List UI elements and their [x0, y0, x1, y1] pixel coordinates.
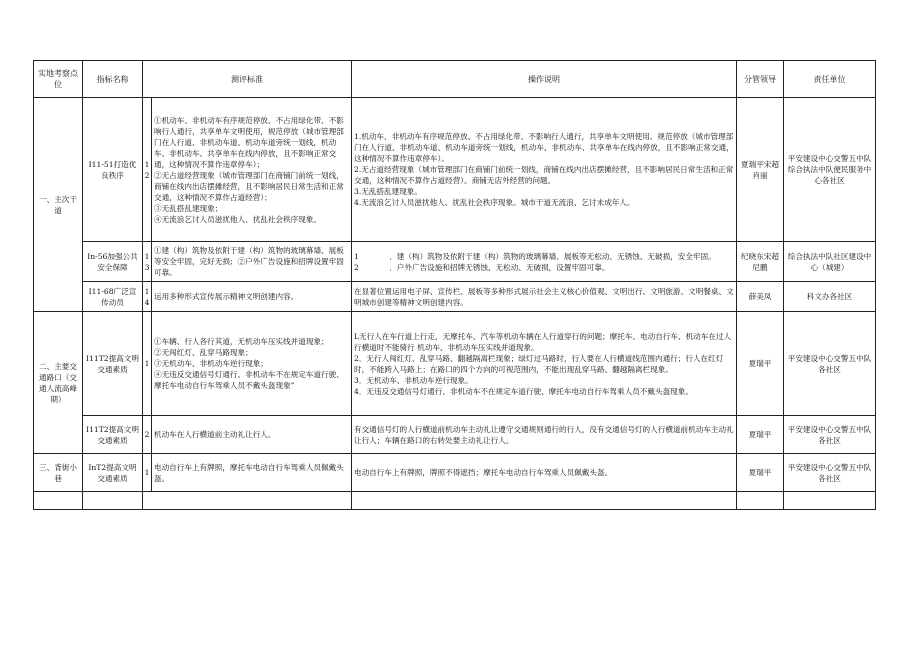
blank-row [34, 492, 876, 510]
responsible-unit: 平安建设中心交警五中队各社区 [784, 312, 876, 416]
table-row [34, 98, 876, 242]
indicator-name: InT2提高文明交通素质 [83, 454, 143, 492]
leader-name: 夏瑞平 [737, 416, 784, 454]
operation-text: L无行人在车行道上行走，无摩托车、汽车等机动车辆在人行道穿行的问题；摩托车、电动自行车、机动车在过人行横道时不能骑行 机动车、非机动车压实线并道现象。 2．无行人闯红灯、乱穿马路、翻越隔离栏现象；绿灯过马路时，行人要在人行横道线范围内通行；行人在红灯时，不能跨入马路上；在路口的四个方向的可视范围内，不能出现乱穿马路、翻越隔离栏现象。 3．无机动车、非机动车逆行现象。 4．无违反交通信号灯通行、非机动车不在规定车道行驶、摩托车电动自行车驾乘人员不戴头盔现象。 [352, 312, 737, 416]
header-row [34, 61, 876, 98]
operation-text: 电动自行车上有牌照，牌照不得遮挡；摩托车电动自行车驾乘人员佩戴头盔。 [352, 454, 737, 492]
indicator-name: I11-68广泛宣传动员 [83, 282, 143, 312]
responsible-unit: 平安建设中心交警五中队各社区 [784, 454, 876, 492]
header-operation: 操作说明 [352, 61, 737, 98]
table-row [34, 282, 876, 312]
indicator-name: I11T2提高文明交通素质 [83, 312, 143, 416]
leader-name: 薛美凤 [737, 282, 784, 312]
section-location: 三、背街小巷 [34, 454, 83, 492]
standard-text: 运用多种形式宣传展示精神文明创建内容。 [152, 282, 352, 312]
header-location: 实地考察点位 [34, 61, 83, 98]
item-number: 1 [143, 312, 152, 416]
indicator-name: I11T2提高文明交通素质 [83, 416, 143, 454]
blank-cell [784, 492, 876, 510]
evaluation-table [33, 60, 876, 510]
item-number: 12 [143, 98, 152, 242]
item-number: 14 [143, 282, 152, 312]
responsible-unit: 综合执法中队社区建设中心（城建） [784, 242, 876, 282]
item-number: 13 [143, 242, 152, 282]
table-row [34, 312, 876, 416]
standard-text: ①车辆、行人各行其道，无机动车压实线并道现象； ②无闯红灯、乱穿马路现象； ③无机动车、非机动车逆行现象； ④无违反交通信号灯通行、非机动车不在规定车道行驶、摩托车电动自行车驾乘人员不戴头盔现象” [152, 312, 352, 416]
operation-text: 1 ．建（构）筑物及依附于建（构）筑物的玻璃幕墙、展板等无松动、无锈蚀、无破损，安全牢固。 2 ．户外广告设施和招牌无锈蚀、无松动、无破损，设置牢固可靠。 [352, 242, 737, 282]
blank-cell [737, 492, 784, 510]
responsible-unit: 平安建设中心交警五中队综合执法中队便民服务中心各社区 [784, 98, 876, 242]
blank-cell [83, 492, 143, 510]
standard-text [152, 98, 352, 242]
item-number: 1 [143, 454, 152, 492]
standard-text: 机动车在人行横道前主动礼让行人。 [152, 416, 352, 454]
table-row [34, 242, 876, 282]
section-location: 二、主要交通路口（交通人流高峰期） [34, 312, 83, 454]
responsible-unit: 科文办各社区 [784, 282, 876, 312]
standard-line: ①机动车、非机动车有序规范停放、不占用绿化带、不影响行人通行，共享单车文明使用，规范停放（城市管理部门在人行道、非机动车道、机动车道旁统一划线，机动车、非机动车、共享单车在线内停放，且不影响正常交通，这种情况不算作违章停车）； ②无占道经营现象（城市管理部门在商铺门前统一划线，商铺在线内出店摆摊经营，且不影响居民日常生活和正常交通，这种情况不算作占道经营）； ③无乱搭乱建现象； ④无流浪乞讨人员滋扰他人、扰乱社会秩序现象。 [154, 115, 344, 224]
blank-cell [352, 492, 737, 510]
header-unit: 责任单位 [784, 61, 876, 98]
responsible-unit: 平安建设中心交警五中队各社区 [784, 416, 876, 454]
leader-name: 夏瑞平宋超肖丽 [737, 98, 784, 242]
blank-cell [34, 492, 83, 510]
leader-name: 纪晓东宋超尼鹏 [737, 242, 784, 282]
header-standard: 测评标准 [143, 61, 352, 98]
standard-text: 电动自行车上有牌照，摩托车电动自行车驾乘人员佩戴头盔。 [152, 454, 352, 492]
table-row [34, 454, 876, 492]
header-indicator: 指标名称 [83, 61, 143, 98]
item-number: 2 [143, 416, 152, 454]
standard-text: ①建（构）筑物及依附于建（构）筑物的玻璃幕墙、展板等安全牢固，完好无损；②户外广告设施和招牌设置牢固可靠。 [152, 242, 352, 282]
header-leader: 分管领导 [737, 61, 784, 98]
operation-text: 有交通信号灯的人行横道前机动车主动礼让遵守交通规则通行的行人，没有交通信号灯的人行横道前机动车主动礼让行人；车辆在路口的右转处要主动礼让行人。 [352, 416, 737, 454]
table-row [34, 416, 876, 454]
blank-cell [143, 492, 352, 510]
section-location: 一、主次干道 [34, 98, 83, 312]
indicator-name: I11-51打造优良秩序 [83, 98, 143, 242]
leader-name: 夏瑞平 [737, 454, 784, 492]
indicator-name: In-56加强公共安全保障 [83, 242, 143, 282]
operation-text: 在显著位置运用电子屏、宣传栏、展板等多种形式展示社会主义核心价值观、文明出行、文明旅游、文明餐桌、文明城市创建等精神文明创建内容。 [352, 282, 737, 312]
operation-text: 1.机动车、非机动车有序规范停放、不占用绿化带、不影响行人通行，共享单车文明使用、规范停放（城市管理部门在人行道、非机动车道、机动车道旁统一划线，机动车、非机动车、共享单车在线内停放，且不影响正常交通，这种情况不算作违章停车）。 2.无占道经营现象（城市管理部门在商铺门前统一划线，商铺在线内出店摆摊经营，且不影响居民日常生活和正常交通，这种情况不算作占道经营）。商铺无店外经营的问题。 3.无乱搭乱建现象。 4.无流浪乞讨人员滋扰他人、扰乱社会秩序现象。城市干道无流浪、乞讨未成年人。 [352, 98, 737, 242]
leader-name: 夏瑞平 [737, 312, 784, 416]
